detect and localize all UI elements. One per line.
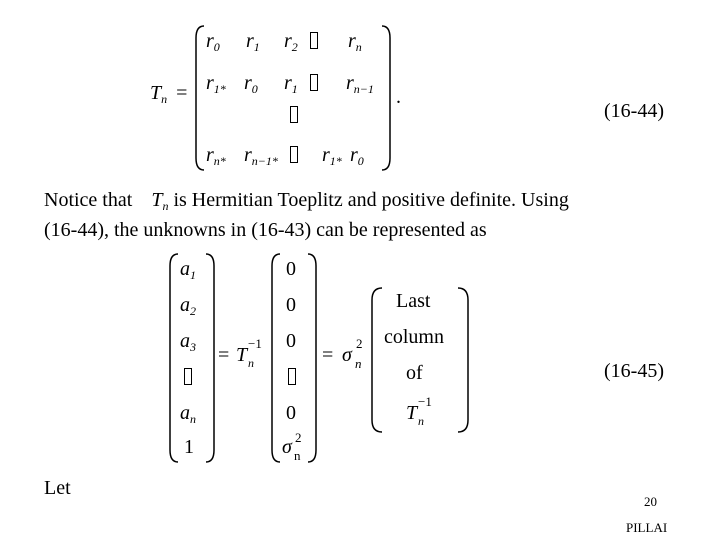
- eq1-r0-row2: $r_0$: [244, 72, 258, 96]
- eq2-number: (16-45): [604, 360, 664, 382]
- eq2-col-Tinv: T n −1: [406, 394, 432, 428]
- eq2-an: $a_n$: [180, 402, 196, 426]
- eq2-a2: $a_2$: [180, 294, 196, 318]
- eq1-r1star-row2: $r_{1*}$: [206, 72, 226, 96]
- paragraph-line2: (16-44), the unknowns in (16-43) can be represented as: [44, 219, 487, 241]
- eq1-r1-row1: $r_1$: [246, 30, 260, 54]
- vdots-glyph-icon: [290, 106, 298, 126]
- eq1-right-bracket: [380, 24, 392, 172]
- eq2-col-right-paren: [456, 286, 470, 434]
- eq1-trailing-dot: .: [396, 86, 401, 108]
- ellipsis-glyph-icon: [310, 74, 318, 94]
- eq2-col-of: of: [406, 362, 423, 384]
- eq2-zero-2: 0: [286, 294, 296, 316]
- eq2-sigma: σ 2 n: [342, 336, 363, 371]
- eq2-zero-1: 0: [286, 258, 296, 280]
- paragraph-line1: Notice that $T_n$ is Hermitian Toeplitz and positive definite. Using: [44, 189, 569, 213]
- eq1-rn-row1: $r_n$: [348, 30, 362, 54]
- eq2-Tinv: T n −1: [236, 336, 262, 370]
- eq1-r0-row4: $r_0$: [350, 144, 364, 168]
- eq2-vec-a-left-bracket: [168, 252, 180, 464]
- eq1-rn1-row2: $r_{n-1}$: [346, 72, 374, 96]
- eq2-sigma-vec: σ 2 n: [282, 430, 302, 463]
- eq1-lhs: [150, 82, 187, 107]
- ellipsis-glyph-icon: [310, 32, 318, 52]
- vdots-glyph-icon: [184, 368, 192, 388]
- let-text: Let: [44, 477, 71, 499]
- eq1-T-sub: n: [161, 92, 168, 106]
- eq2-vec-b-right-bracket: [306, 252, 318, 464]
- page-number: 20: [644, 494, 657, 509]
- eq1-number: (16-44): [604, 100, 664, 122]
- eq2-a1: $a_1$: [180, 258, 196, 282]
- eq1-r0-row1: $r_0$: [206, 30, 220, 54]
- eq2-col-column: column: [384, 326, 444, 348]
- eq2-col-left-paren: [370, 286, 384, 434]
- eq2-equals-2: =: [322, 344, 334, 366]
- author-footer: PILLAI: [626, 520, 668, 535]
- eq2-vec-a-right-bracket: [204, 252, 216, 464]
- ellipsis-glyph-icon: [290, 146, 298, 166]
- vdots-glyph-icon: [288, 368, 296, 388]
- eq1-left-bracket: [194, 24, 206, 172]
- eq2-one: 1: [184, 436, 194, 458]
- eq2-zero-3: 0: [286, 330, 296, 352]
- eq2-col-last: Last: [396, 290, 431, 312]
- eq1-T: T: [150, 82, 162, 104]
- eq1-r1star-row4: $r_{1*}$: [322, 144, 342, 168]
- eq1-equals: =: [176, 82, 188, 104]
- eq1-rnstar-row4: $r_{n*}$: [206, 144, 226, 168]
- eq1-r2-row1: $r_2$: [284, 30, 298, 54]
- eq1-r1-row2: $r_1$: [284, 72, 298, 96]
- eq2-vec-b-left-bracket: [270, 252, 282, 464]
- eq1-rn1star-row4: $r_{n-1*}$: [244, 144, 278, 168]
- eq2-equals-1: =: [218, 344, 230, 366]
- eq2-a3: $a_3$: [180, 330, 196, 354]
- eq2-zero-4: 0: [286, 402, 296, 424]
